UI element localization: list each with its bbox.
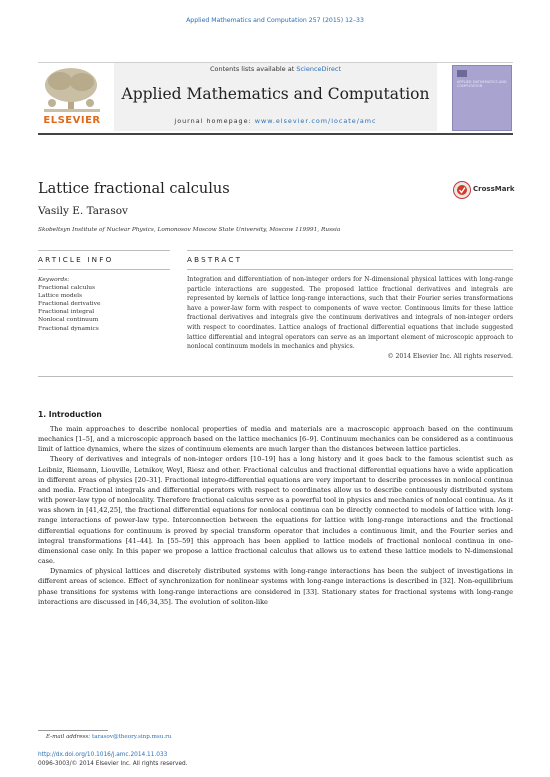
article-title: Lattice fractional calculus	[38, 181, 230, 197]
keyword-item: Fractional derivative	[38, 301, 101, 308]
divider	[38, 250, 170, 251]
author-email	[46, 734, 171, 740]
homepage-prefix: journal homepage:	[174, 117, 252, 125]
contents-prefix: Contents lists available at	[210, 65, 295, 73]
issn-copyright: 0096-3003/© 2014 Elsevier Inc. All rights reserved.	[38, 761, 188, 767]
journal-homepage	[114, 117, 437, 125]
keyword-item: Fractional calculus	[38, 285, 96, 292]
cover-text: APPLIED MATHEMATICS AND COMPUTATION	[457, 80, 507, 89]
copyright-notice: © 2014 Elsevier Inc. All rights reserved.	[387, 352, 513, 360]
email-label: E-mail address:	[46, 734, 91, 740]
cover-logo-icon	[457, 70, 467, 77]
keywords-block	[38, 276, 170, 333]
email-link[interactable]: tarasov@theory.sinp.msu.ru	[91, 734, 172, 740]
section-heading: 1. Introduction	[38, 410, 102, 419]
introduction-body	[38, 424, 513, 607]
homepage-link[interactable]: www.elsevier.com/locate/amc	[254, 117, 377, 125]
journal-title: Applied Mathematics and Computation	[121, 85, 430, 103]
crossmark-badge[interactable]	[453, 180, 513, 200]
sciencedirect-link[interactable]: ScienceDirect	[296, 65, 341, 73]
journal-header	[38, 62, 513, 135]
keyword-item: Nonlocal continuum	[38, 317, 99, 324]
doi-link[interactable]: http://dx.doi.org/10.1016/j.amc.2014.11.033	[38, 752, 168, 758]
journal-cover-thumbnail[interactable]	[452, 65, 512, 131]
keyword-item: Fractional integral	[38, 309, 95, 316]
abstract-text: Integration and differentiation of non-integer orders for N-dimensional physical lattices with long-range particle interactions are suggested. The proposed lattice fractional derivatives and integrals are represented by kernels of lattice long-range interactions, such that their Fourier series transformations have a power-law form with respect to components of wave vector. Continuous limits for these lattice fractional derivatives and integrals give the continuum derivatives and integrals of non-integer orders with respect to coordinates. Lattice analogs of fractional differential equations that include suggested lattice differential and integral operators can serve as an important element of microscopic approach to nonlocal continuum models in mechanics and physics.	[187, 276, 513, 351]
footnote-divider	[38, 730, 108, 731]
author-name: Vasily E. Tarasov	[38, 205, 128, 217]
keyword-item: Fractional dynamics	[38, 325, 99, 332]
abstract-heading: ABSTRACT	[187, 255, 243, 264]
contents-line	[114, 65, 437, 73]
elsevier-wordmark: ELSEVIER	[43, 115, 101, 126]
keywords-label: Keywords:	[38, 277, 70, 283]
journal-citation[interactable]: Applied Mathematics and Computation 257 (2015) 12–33	[186, 17, 364, 24]
author-affiliation: Skobeltsyn Institute of Nuclear Physics, Lomonosov Moscow State University, Moscow 119991, Russia	[38, 227, 341, 233]
crossmark-label: CrossMark	[473, 185, 515, 193]
divider	[187, 250, 513, 251]
paragraph: The main approaches to describe nonlocal properties of media and materials are a macroscopic approach based on the continuum mechanics [1–5], and a microscopic approach based on the lattice mechanics [6–9]. Continuum mechanics can be considered as a continuous limit of lattice dynamics, where the sizes of continuum elements are much larger than the distances between lattice particles.	[38, 425, 513, 454]
abstract-body	[187, 275, 513, 361]
divider	[38, 376, 513, 377]
keyword-item: Lattice models	[38, 293, 82, 300]
divider	[38, 269, 170, 270]
article-info-heading: ARTICLE INFO	[38, 255, 114, 264]
divider	[187, 269, 513, 270]
paragraph: Theory of derivatives and integrals of non-integer orders [10–19] has a long history and it goes back to the famous scientist such as Leibniz, Riemann, Liouville, Letnikov, Weyl, Riesz and other. Fractional calculus and fractional differential equations have a wide application in different areas of physics [20–31]. Fractional integro-differential equations are very important to describe processes in nonlocal continua and media. Fractional integrals and differential operators with respect to coordinates allow us to describe continuously distributed system with power-law type of nonlocality. Therefore fractional calculus serve as a powerful tool in physics and mechanics of nonlocal continua. As it was shown in [41,42,25], the fractional differential equations for nonlocal continua can be directly connected to models of lattice with long-range interactions of power-law type. Interconnection between the equations for lattice with long-range interactions and the fractional differential equations for continuum is proved by special transform operator that includes a continuous limit, and the Fourier series and integral transformations [41–44]. In [55–59] this approach has been applied to lattice models of fractional nonlocal continua in one-dimensional case only. In this paper we propose a lattice fractional calculus that allows us to extend these lattice models to N-dimensional case.	[38, 455, 513, 566]
paragraph: Dynamics of physical lattices and discretely distributed systems with long-range interactions has been the subject of investigations in different areas of science. Effect of synchronization for nonlinear systems with long-range interactions is described in [32]. Non-equilibrium phase transitions for systems with long-range interactions are considered in [33]. Stationary states for fractional systems with long-range interactions are discussed in [46,34,35]. The evolution of soliton-like	[38, 567, 513, 606]
